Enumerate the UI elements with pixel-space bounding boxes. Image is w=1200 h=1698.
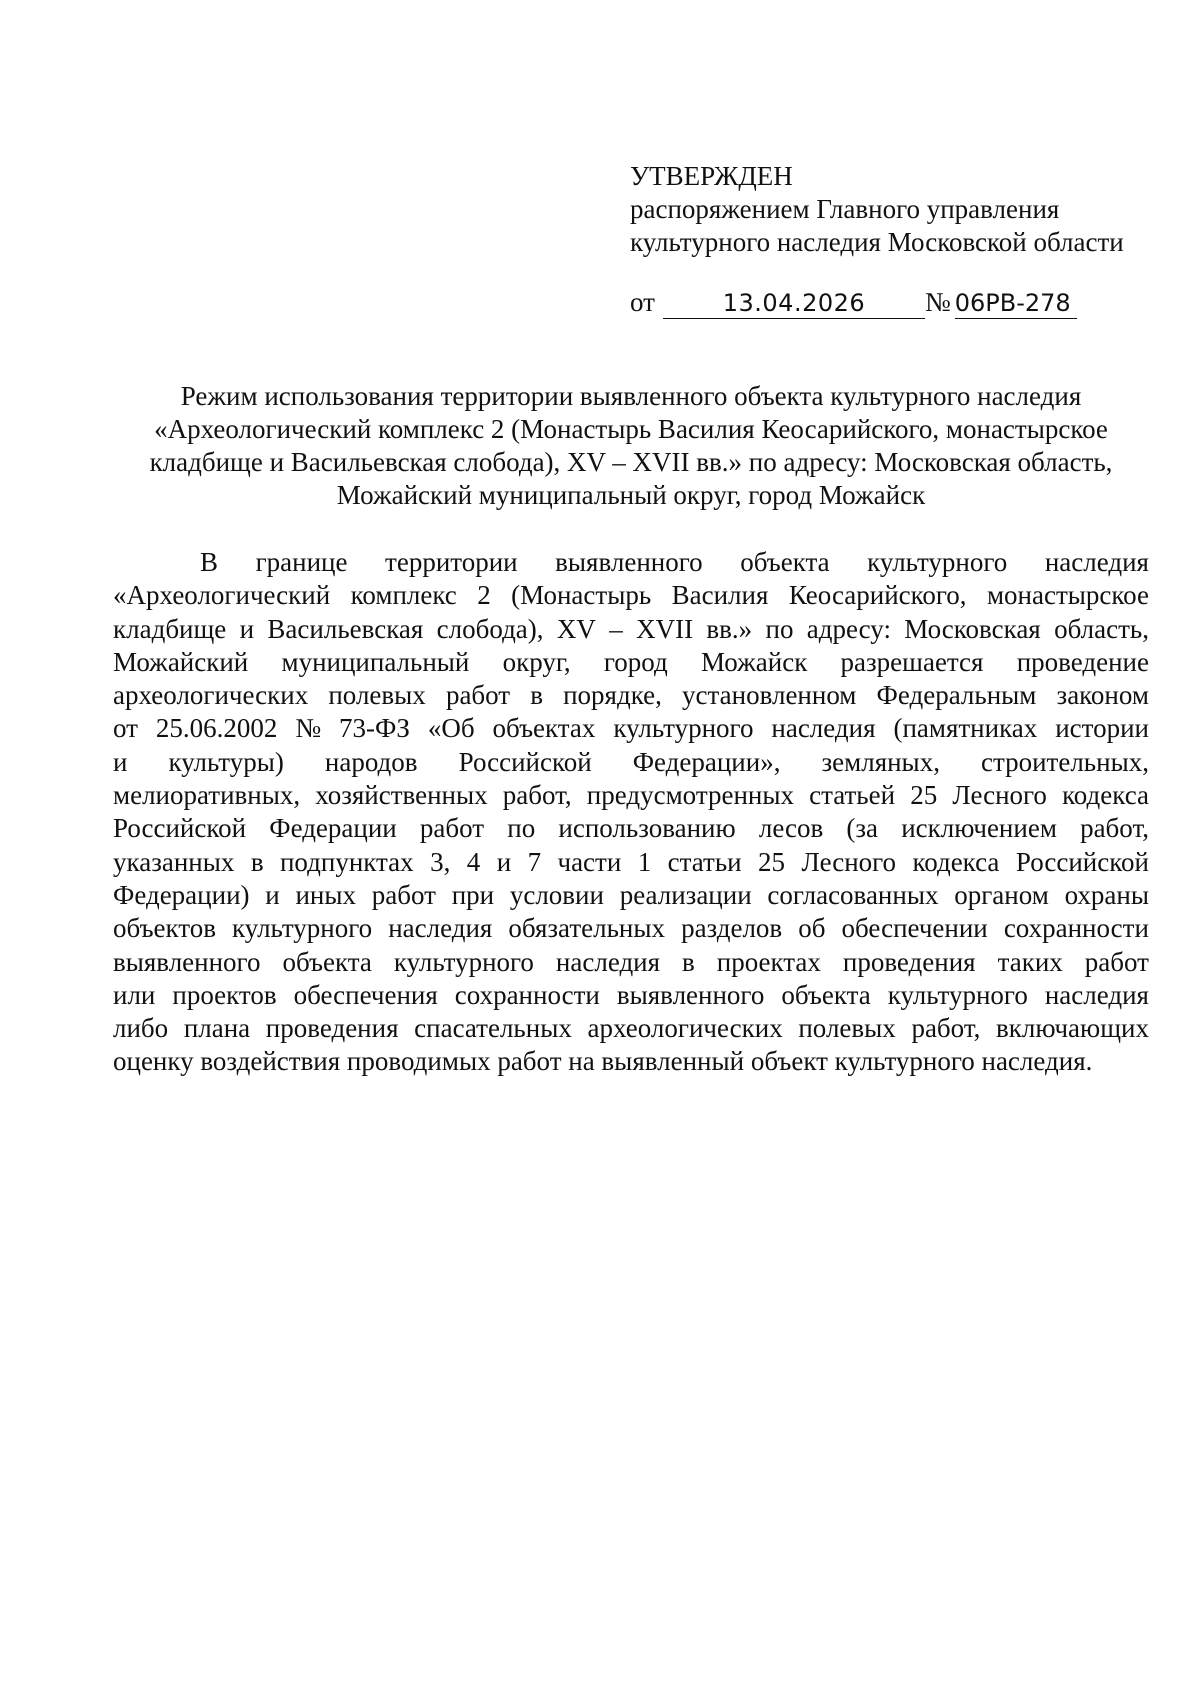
body-word: плана [183, 1013, 251, 1044]
approval-block [630, 160, 1150, 259]
body-word: наследия [555, 946, 661, 977]
body-word: органом [954, 879, 1049, 910]
body-word: Федеральным [876, 680, 1037, 711]
body-word: город [603, 646, 668, 677]
body-word: реализации [619, 879, 752, 910]
body-word: обеспечении [841, 913, 988, 944]
body-word: проведение [1016, 646, 1149, 677]
body-word: Васильевская [267, 613, 424, 644]
body-line [113, 579, 1149, 612]
body-word: таких [997, 946, 1063, 977]
body-word: иных [295, 879, 357, 910]
body-word: использованию [558, 813, 736, 844]
body-word: лесов [758, 813, 824, 844]
body-line [113, 846, 1149, 879]
body-word: комплекс [350, 580, 457, 611]
body-word: по [507, 813, 536, 844]
body-word: указанных [113, 846, 235, 877]
body-word: кодекса [1062, 780, 1149, 811]
body-word: в [530, 680, 543, 711]
body-line [113, 712, 1149, 745]
body-line [113, 746, 1149, 779]
body-word: и [239, 613, 255, 644]
body-line [113, 779, 1149, 812]
body-word: Можайский [113, 646, 249, 677]
body-line [113, 879, 1149, 912]
body-word: культурного [393, 946, 534, 977]
title-line: Режим использования территории выявленного объекта культурного наследия [180, 381, 1082, 411]
body-word: Российской [458, 746, 592, 777]
body-line [113, 912, 1149, 945]
date-prefix: от [630, 287, 655, 317]
body-word: 25 [758, 846, 786, 877]
body-word: статьей [809, 780, 896, 811]
body-word: муниципальный [281, 646, 470, 677]
body-word: Федерации) [113, 879, 250, 910]
body-word: 3, [430, 846, 451, 877]
body-word: выявленного [616, 979, 765, 1010]
body-word: кодекса [912, 846, 1000, 877]
body-word: мелиоративных, [113, 780, 301, 811]
body-word: (Монастырь [511, 580, 652, 611]
body-word: работ [445, 680, 511, 711]
body-word: или [113, 979, 156, 1010]
body-word: статьи [667, 846, 742, 877]
body-word: хозяйственных [315, 780, 488, 811]
body-word: разрешается [840, 646, 984, 677]
body-word: наследия [388, 913, 493, 944]
body-word: проектов [172, 979, 277, 1010]
body-word: и [265, 879, 280, 910]
body-word: при [451, 879, 495, 910]
body-word: истории [1055, 713, 1149, 744]
body-word: наследия [771, 713, 876, 744]
body-word: по [765, 613, 794, 644]
body-word: адресу: [806, 613, 891, 644]
body-word: строительных, [980, 746, 1149, 777]
body-word: Кеосарийского, [788, 580, 967, 611]
title-line: Можайский муниципальный округ, город Можайск [336, 480, 926, 510]
body-word: объекта [740, 547, 830, 577]
body-word: Можайск [700, 646, 808, 677]
body-word: выявленного [555, 547, 703, 577]
body-word: выявленного [113, 946, 261, 977]
body-word: исключением [901, 813, 1057, 844]
body-word: работ [371, 879, 436, 910]
body-word: культурного [867, 547, 1008, 577]
body-word: кладбище [113, 613, 227, 644]
body-word: законом [1056, 680, 1149, 711]
body-word: в [682, 946, 695, 977]
body-word: Московская [904, 613, 1041, 644]
body-word: работ, [502, 780, 572, 811]
body-word: объекта [282, 946, 372, 977]
body-word: работ, [1080, 813, 1149, 844]
body-word: 25.06.2002 [155, 713, 278, 744]
body-word: народов [324, 746, 418, 777]
document-title [110, 380, 1152, 512]
body-word: монастырское [986, 580, 1149, 611]
body-word: (за [846, 813, 879, 844]
body-word: № [295, 713, 322, 744]
body-word: от [113, 713, 138, 744]
body-word: либо [113, 1013, 169, 1044]
number-sign: № [924, 287, 951, 317]
body-word: культурного [232, 913, 373, 944]
body-word: область, [1054, 613, 1149, 644]
body-word: 4 [466, 846, 481, 877]
body-word: проведения [842, 946, 976, 977]
body-word: культурного [613, 713, 754, 744]
body-word: Российской [1015, 846, 1149, 877]
body-word: полевых [798, 1013, 896, 1044]
approval-line-1: распоряжением Главного управления [630, 194, 1060, 224]
body-word: «Об [427, 713, 475, 744]
body-word: проектах [716, 946, 821, 977]
body-word: XV [556, 613, 596, 644]
body-word: полевых [328, 680, 426, 711]
body-line [113, 679, 1149, 712]
body-word: Василия [671, 580, 769, 611]
body-word: части [557, 846, 622, 877]
body-line: оценку воздействия проводимых работ на выявленный объект культурного наследия. [113, 1046, 1093, 1077]
body-word: работ, [911, 1013, 981, 1044]
body-word: Лесного [801, 846, 897, 877]
body-word: объектов [113, 913, 216, 944]
body-word: установленном [682, 680, 857, 711]
body-word: охраны [1064, 879, 1149, 910]
body-word: Лесного [952, 780, 1047, 811]
approval-heading: УТВЕРЖДЕН [630, 161, 793, 191]
body-word: культурного [887, 979, 1028, 1010]
body-word: предусмотренных [586, 780, 794, 811]
body-word: вв.» [706, 613, 753, 644]
body-word: сохранности [1003, 913, 1149, 944]
approval-line-2: культурного наследия Московской области [630, 227, 1124, 257]
order-number: 06РВ-278 [955, 288, 1077, 319]
body-word: Федерации [269, 813, 397, 844]
body-word: проведения [265, 1013, 399, 1044]
body-word: В [200, 547, 219, 577]
body-word: разделов [681, 913, 783, 944]
body-word: спасательных [414, 1013, 572, 1044]
body-word: территории [385, 547, 518, 577]
body-line [113, 812, 1149, 845]
body-line [113, 946, 1149, 979]
body-word: объектах [492, 713, 596, 744]
body-word: – [609, 613, 623, 644]
body-word: об [798, 913, 826, 944]
body-word: слобода), [436, 613, 544, 644]
title-line: кладбище и Васильевская слобода), XV – XVII вв.» по адресу: Московская область, [149, 447, 1113, 477]
body-word: работ [419, 813, 485, 844]
body-word: земляных, [821, 746, 940, 777]
body-word: и [113, 746, 128, 777]
body-word: культуры) [168, 746, 284, 777]
body-word: 2 [477, 580, 491, 611]
body-word: 25 [910, 780, 938, 811]
body-line [113, 613, 1149, 646]
body-word: согласованных [767, 879, 939, 910]
order-date-number [630, 286, 1077, 319]
body-word: и [496, 846, 512, 877]
body-word: археологических [587, 1013, 783, 1044]
body-word: объекта [781, 979, 871, 1010]
body-word: в [250, 846, 264, 877]
body-word: наследия [1044, 979, 1149, 1010]
body-word: обеспечения [293, 979, 438, 1010]
body-line [113, 646, 1149, 679]
body-word: «Археологический [113, 580, 331, 611]
body-word: работ [1084, 946, 1149, 977]
body-line [113, 1012, 1149, 1045]
body-word: Федерации», [632, 746, 781, 777]
order-date: 13.04.2026 [663, 288, 925, 319]
body-word: 1 [637, 846, 652, 877]
body-word: (памятниках [893, 713, 1038, 744]
body-word: археологических [113, 680, 309, 711]
body-word: обязательных [508, 913, 665, 944]
body-word: сохранности [454, 979, 600, 1010]
body-paragraph [113, 546, 1149, 1079]
title-line: «Археологический комплекс 2 (Монастырь Василия Кеосарийского, монастырское [154, 414, 1108, 444]
body-word: округ, [502, 646, 571, 677]
body-word: подпунктах [279, 846, 414, 877]
body-word: границе [255, 547, 348, 577]
body-line [113, 546, 1149, 579]
body-word: 73-ФЗ [339, 713, 410, 744]
body-word: условии [509, 879, 604, 910]
body-word: 7 [527, 846, 542, 877]
body-word: XVII [636, 613, 694, 644]
body-word: наследия [1044, 547, 1149, 577]
body-line [113, 979, 1149, 1012]
body-word: Российской [113, 813, 247, 844]
body-word: включающих [995, 1013, 1149, 1044]
body-word: порядке, [563, 680, 662, 711]
